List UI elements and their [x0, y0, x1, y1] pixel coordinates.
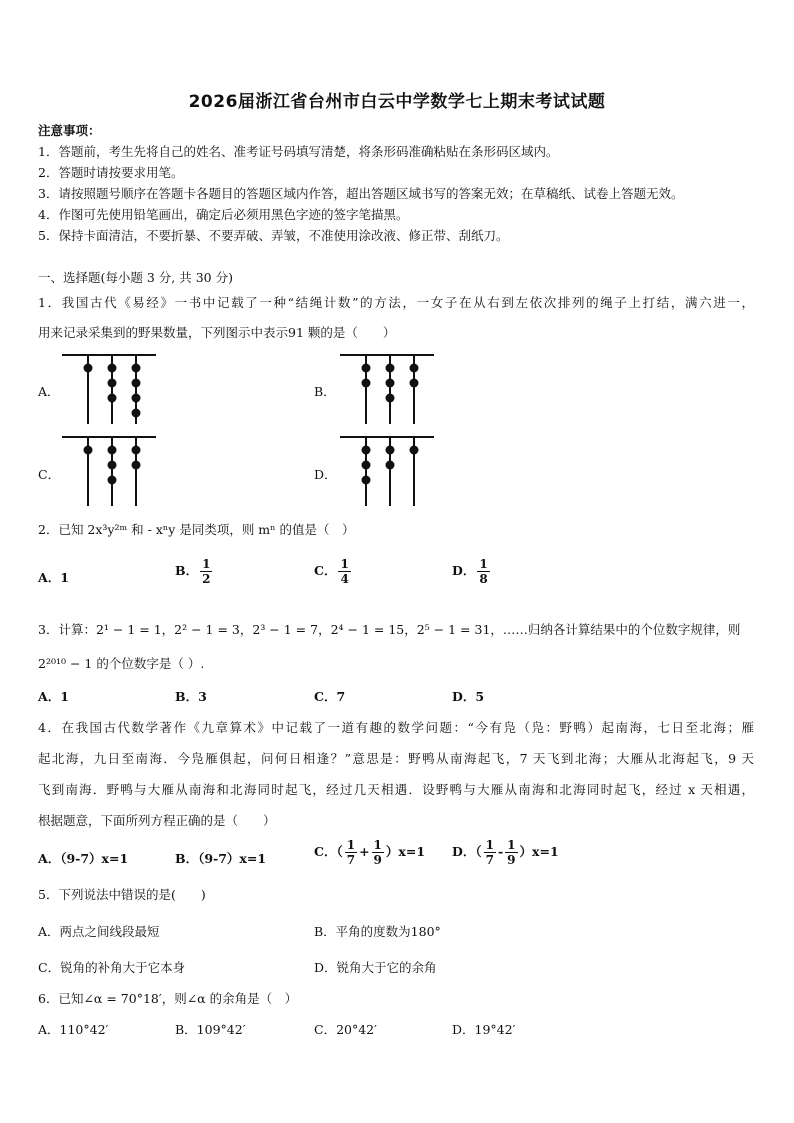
q6-option-d: D．19°42′: [452, 1022, 516, 1037]
q1-stem-line2: 用来记录采集到的野果数量，下列图示中表示91 颗的是（ ）: [38, 325, 396, 340]
rope-knot: [108, 379, 117, 388]
q1-option-a-figure: [60, 352, 160, 427]
rope-knot: [362, 461, 371, 470]
q6-option-b: B．109°42′: [175, 1022, 246, 1037]
q1-option-d-figure: [338, 434, 438, 509]
rope-knot: [362, 364, 371, 373]
q4-stem-line3: 飞到南海．野鸭与大雁从南海和北海同时起飞，经过几天相遇．设野鸭与大雁从南海和北海同时起飞，经过 x 天相遇，: [38, 782, 754, 797]
q3-power-expression: 2²⁰¹⁰ − 1: [38, 656, 93, 671]
rope-knot: [132, 409, 141, 418]
section-heading: 一、选择题(每小题 3 分, 共 30 分): [38, 270, 233, 285]
q5-stem: 5．下列说法中错误的是( ): [38, 887, 206, 902]
q2-option-d: D． $\frac{1}{8}$: [452, 557, 488, 586]
q4-stem-line1: 4．在我国古代数学著作《九章算术》中记载了一道有趣的数学问题：“今有凫（凫：野鸭）起南海，七日至北海；雁: [38, 720, 754, 735]
rope-knot: [132, 379, 141, 388]
q3-stem-line2: 2²⁰¹⁰ − 1 的个位数字是（ ）.: [38, 656, 205, 671]
q2-option-c: C． $\frac{1}{4}$: [314, 557, 349, 586]
q2-option-b: B． $\frac{1}{2}$: [175, 557, 211, 586]
q2-option-d-fraction: $\frac{1}{8}$: [479, 557, 488, 586]
q4-option-d: D．（ $\frac{1}{7}$ - $\frac{1}{9}$ ）x=1: [452, 838, 559, 867]
q1-option-a-label: A．: [38, 384, 60, 399]
notice-item-3: 3．请按照题号顺序在答题卡各题目的答题区域内作答，超出答题区域书写的答案无效；在草稿纸、试卷上答题无效。: [38, 186, 684, 201]
rope-knot: [386, 446, 395, 455]
q5-option-c: C．锐角的补角大于它本身: [38, 960, 186, 975]
rope-knot: [84, 364, 93, 373]
rope-knot: [84, 446, 93, 455]
q1-option-b-figure: [338, 352, 438, 427]
q2-stem: 2．已知 2x³y²ᵐ 和 - xⁿy 是同类项，则 mⁿ 的值是（ ）: [38, 522, 355, 537]
q3-stem: 3．计算：2¹ − 1 = 1，2² − 1 = 3，2³ − 1 = 7，2⁴ − 1 = 15，2⁵ − 1 = 31，……归纳各计算结果中的个位数字规律，则: [38, 622, 741, 637]
q3-expression: 2¹ − 1 = 1，2² − 1 = 3，2³ − 1 = 7，2⁴ − 1 = 15，2⁵ − 1 = 31，: [95, 622, 503, 637]
q5-option-a: A．两点之间线段最短: [38, 924, 160, 939]
page-title: 2026届浙江省台州市白云中学数学七上期末考试试题: [188, 92, 606, 112]
q6-stem: 6．已知∠α = 70°18′，则∠α 的余角是（ ）: [38, 991, 298, 1006]
q1-option-c-figure: [60, 434, 160, 509]
q6-option-c: C．20°42′: [314, 1022, 377, 1037]
rope-knot: [410, 364, 419, 373]
q1-option-c-label: C．: [38, 467, 61, 482]
q3-option-a: A．1: [38, 689, 69, 704]
q4-option-c: C．（ $\frac{1}{7}$ + $\frac{1}{9}$ ）x=1: [314, 838, 426, 867]
q3-option-b: B．3: [175, 689, 207, 704]
q1-option-b-label: B．: [314, 384, 336, 399]
q3-option-d: D．5: [452, 689, 485, 704]
q4-option-b: B．（9-7）x=1: [175, 851, 267, 866]
q4-option-a: A．（9-7）x=1: [38, 851, 129, 866]
rope-knot: [132, 364, 141, 373]
rope-knot: [410, 446, 419, 455]
rope-knot: [132, 446, 141, 455]
q5-option-d: D．锐角大于它的余角: [314, 960, 437, 975]
rope-knot: [108, 446, 117, 455]
q2-option-b-fraction: $\frac{1}{2}$: [202, 557, 211, 586]
q3-option-c: C．7: [314, 689, 346, 704]
q1-stem-line1: 1．我国古代《易经》一书中记载了一种“结绳计数”的方法，一女子在从右到左依次排列的绳子上打结，满六进一，: [38, 295, 754, 310]
notice-item-5: 5．保持卡面清洁，不要折暴、不要弄破、弄皱，不准使用涂改液、修正带、刮纸刀。: [38, 228, 509, 243]
rope-knot: [386, 364, 395, 373]
rope-knot: [386, 461, 395, 470]
q1-option-d-label: D．: [314, 467, 337, 482]
rope-knot: [386, 379, 395, 388]
rope-knot: [132, 461, 141, 470]
notice-item-2: 2．答题时请按要求用笔。: [38, 165, 184, 180]
rope-knot: [108, 461, 117, 470]
notice-item-1: 1．答题前，考生先将自己的姓名、准考证号码填写清楚，将条形码准确粘贴在条形码区域内。: [38, 144, 559, 159]
rope-knot: [362, 476, 371, 485]
rope-knot: [362, 379, 371, 388]
rope-knot: [410, 379, 419, 388]
notice-item-4: 4．作图可先使用铅笔画出，确定后必须用黑色字迹的签字笔描黑。: [38, 207, 409, 222]
q5-option-b: B．平角的度数为180°: [314, 924, 441, 939]
rope-knot: [108, 394, 117, 403]
q2-option-c-fraction: $\frac{1}{4}$: [340, 557, 349, 586]
rope-knot: [108, 476, 117, 485]
q2-option-a: A．1: [38, 570, 69, 585]
rope-knot: [132, 394, 141, 403]
notice-heading: 注意事项：: [38, 123, 101, 138]
rope-knot: [386, 394, 395, 403]
rope-knot: [108, 364, 117, 373]
q4-stem-line2: 起北海，九日至南海．今凫雁俱起，问何日相逢？”意思是：野鸭从南海起飞，7 天飞到北海；大雁从北海起飞，9 天: [38, 751, 754, 766]
q6-option-a: A．110°42′: [38, 1022, 109, 1037]
q4-stem-line4: 根据题意，下面所列方程正确的是（ ）: [38, 813, 276, 828]
rope-knot: [362, 446, 371, 455]
q6-angle-expression: ∠α = 70°18′: [83, 991, 162, 1006]
